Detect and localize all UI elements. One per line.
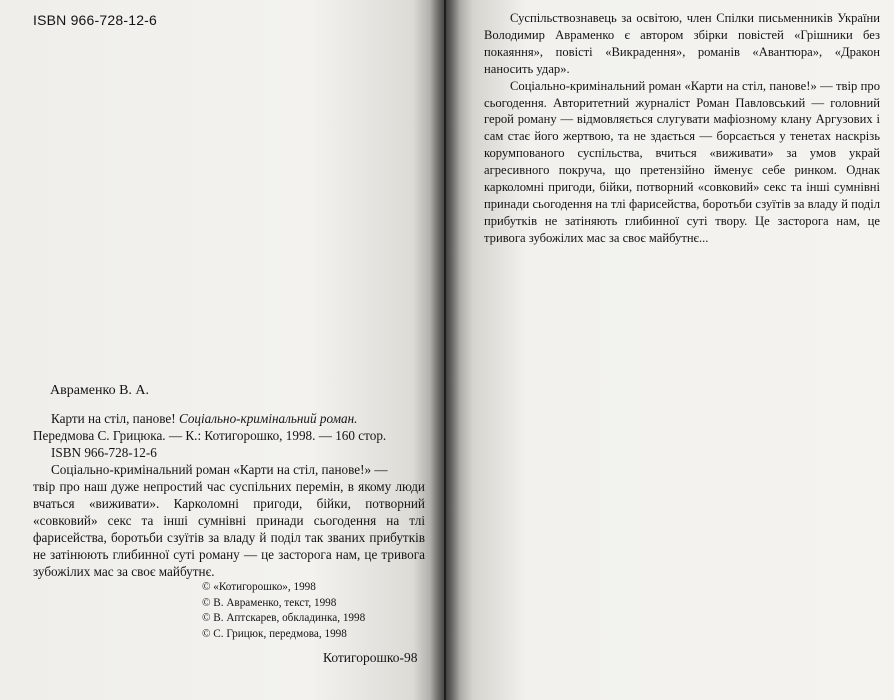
novel-summary-paragraph: Соціально-кримінальний роман «Карти на стіл, панове!» — твір про сьогодення. Авторитетний журналіст Роман Павловський — головний герой роману — відмовляється слугувати мафіозному клану Аргузових і сам стає його жертвою, та не здається — борсається у тенетах наскрізь корумпованого суспільства, вчиться «виживати» за умов украй агресивного покруча, що претензійно йменує себе ринком. Однак карколомні пригоди, бійки, потворний «совковий» секс та інші сумнівні принади сьогодення на тлі фарисейства, боротьби сзуїтів за владу й поділ прибутків не затіняють глибинної суті твору. Це засторога нам, це тривога зубожілих мас за своє майбутнє...	[484, 78, 880, 245]
book-gutter-shadow	[430, 0, 460, 700]
catalog-annotation-first: Соціально-кримінальний роман «Карти на стіл, панове!» —	[51, 462, 388, 477]
catalog-title-line	[33, 410, 425, 427]
catalog-entry	[33, 410, 425, 580]
catalog-annotation: твір про наш дуже непростий час суспільних перемін, в якому люди вчаться «виживати». Карколомні пригоди, бійки, потворний «совковий» секс та інші сумнівні принади сьогодення на тлі фарисейства, боротьби сзуїтів за владу й поділ так званих прибутків не затінюють глибинної суті роману — це засторога нам, це тривога зубожілих мас за своє майбутнє.	[33, 479, 425, 579]
copyright-line: © В. Авраменко, текст, 1998	[202, 596, 337, 609]
copyright-list	[202, 580, 365, 642]
copyright-line: © «Котигорошко», 1998	[202, 581, 316, 593]
catalog-imprint: Передмова С. Грицюка. — К.: Котигорошко, 1998. — 160 стор.	[33, 428, 387, 443]
annotation-text	[484, 10, 880, 247]
author-heading: Авраменко В. А.	[50, 383, 150, 398]
catalog-title: Карти на стіл, панове!	[51, 411, 176, 426]
copyright-line: © В. Аптскарев, обкладинка, 1998	[202, 612, 366, 624]
copyright-line: © С. Грицюк, передмова, 1998	[202, 627, 347, 640]
author-bio-paragraph: Суспільствознавець за освітою, член Спілки письменників України Володимир Авраменко є автором збірки повістей «Грішники без покаяння», повісті «Викрадення», романів «Авантюра», «Дракон наносить удар».	[484, 11, 880, 76]
catalog-isbn: ISBN 966-728-12-6	[51, 445, 157, 460]
publisher-mark: Котигорошко-98	[323, 650, 418, 665]
left-page	[0, 0, 444, 700]
right-page	[446, 0, 894, 700]
isbn-top: ISBN 966-728-12-6	[33, 12, 158, 28]
catalog-genre: Соціально-кримінальний роман.	[178, 411, 358, 426]
